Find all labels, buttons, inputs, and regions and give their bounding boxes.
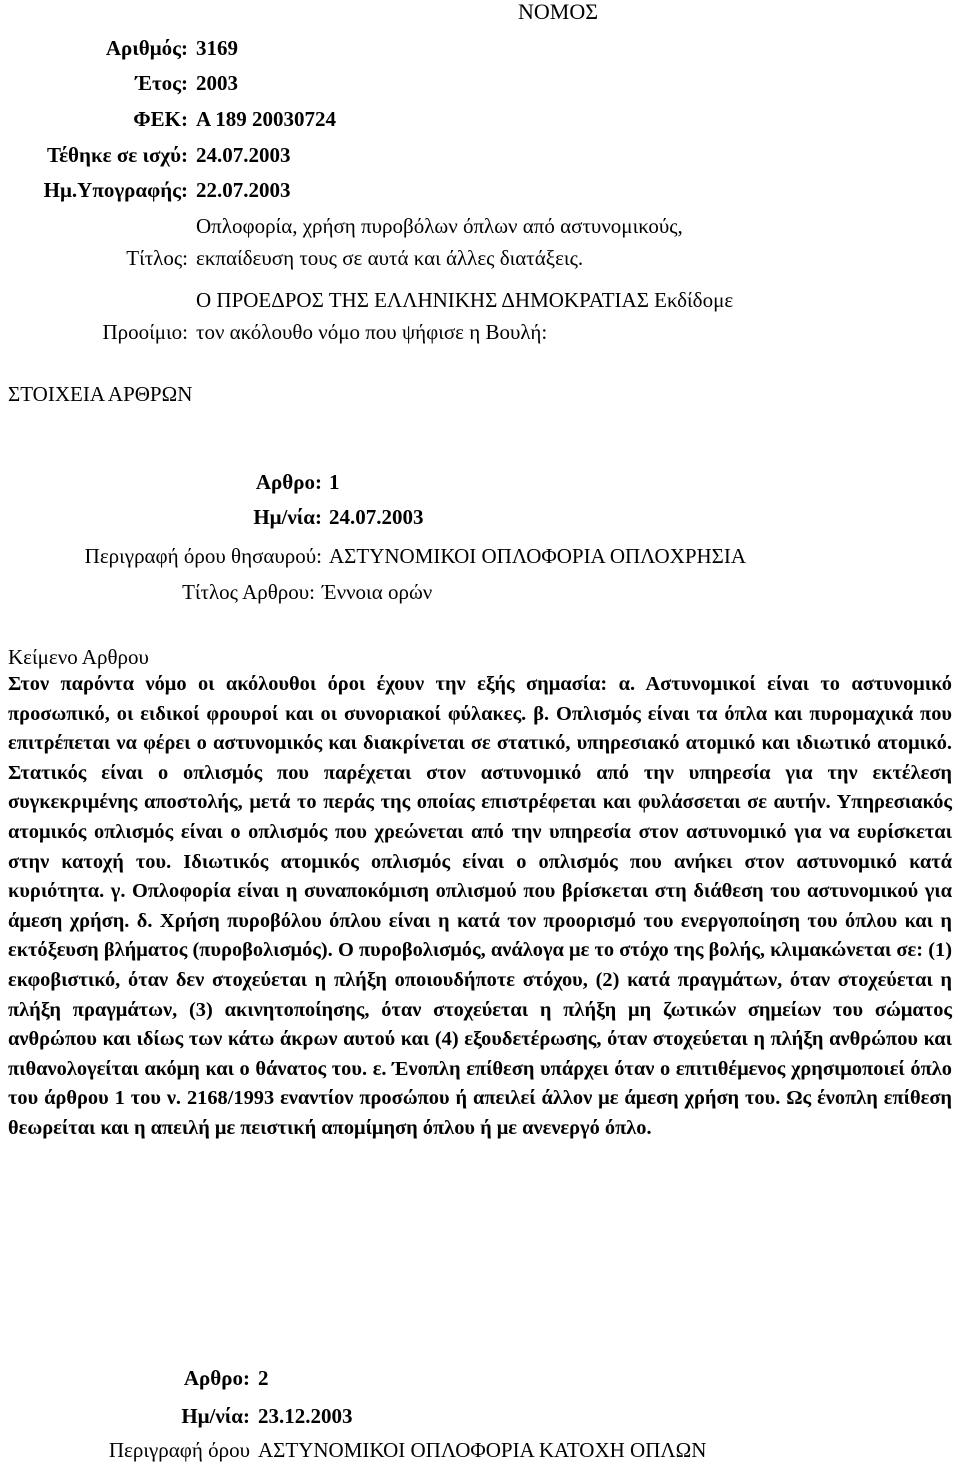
article-1-text-label: Κείμενο Αρθρου (8, 645, 149, 669)
article-1-number: 1 (329, 470, 340, 494)
article-1-thesaurus: ΑΣΤΥΝΟΜΙΚΟΙ ΟΠΛΟΦΟΡΙΑ ΟΠΛΟΧΡΗΣΙΑ (329, 544, 747, 568)
article-1-number-label: Αρθρο: (255, 470, 322, 494)
article-1-title-label: Τίτλος Αρθρου: (182, 580, 315, 604)
article-1-title: Έννοια ορών (322, 580, 433, 604)
law-title-label: Τίτλος: (126, 246, 188, 270)
effective-date: 24.07.2003 (196, 143, 291, 167)
section-heading: ΣΤΟΙΧΕΙΑ ΑΡΘΡΩΝ (8, 382, 193, 406)
document-type: ΝΟΜΟΣ (518, 0, 599, 24)
law-title-line-2: εκπαίδευση τους σε αυτά και άλλες διατάξεις. (196, 246, 584, 270)
article-1-thesaurus-label: Περιγραφή όρου θησαυρού: (84, 544, 322, 568)
effective-date-label: Τέθηκε σε ισχύ: (46, 143, 188, 167)
article-2-date-label: Ημ/νία: (181, 1404, 250, 1428)
article-1-date-label: Ημ/νία: (253, 505, 322, 529)
law-number: 3169 (196, 36, 238, 60)
preamble-label: Προοίμιο: (102, 320, 188, 344)
article-2-number-label: Αρθρο: (183, 1366, 250, 1390)
law-number-label: Αριθμός: (105, 36, 188, 60)
fek-label: ΦΕΚ: (133, 107, 188, 131)
law-year: 2003 (196, 71, 238, 95)
article-2-thesaurus-label: Περιγραφή όρου (108, 1438, 250, 1462)
signature-date-label: Ημ.Υπογραφής: (43, 178, 188, 202)
fek-value: A 189 20030724 (196, 107, 337, 131)
preamble-line-2: τον ακόλουθο νόμο που ψήφισε η Βουλή: (196, 320, 548, 344)
signature-date: 22.07.2003 (196, 178, 291, 202)
article-2-thesaurus: ΑΣΤΥΝΟΜΙΚΟΙ ΟΠΛΟΦΟΡΙΑ ΚΑΤΟΧΗ ΟΠΛΩΝ (258, 1438, 707, 1462)
article-2-date: 23.12.2003 (258, 1404, 353, 1428)
law-year-label: Έτος: (135, 71, 188, 95)
law-title-line-1: Οπλοφορία, χρήση πυροβόλων όπλων από αστυνομικούς, (196, 214, 683, 238)
article-1-date: 24.07.2003 (329, 505, 424, 529)
article-1-text: Στον παρόντα νόμο οι ακόλουθοι όροι έχουν την εξής σημασία: α. Αστυνομικοί είναι το αστυνομικό προσωπικό, οι ειδικοί φρουροί και οι συνοριακοί φύλακες. β. Οπλισμός είναι τα όπλα και πυρομαχικά που επιτρέπεται να φέρει ο αστυνομικός και διακρίνεται σε στατικό, υπηρεσιακό ατομικό και ιδιωτικό ατομικό. Στατικός είναι ο οπλισμός που παρέχεται στον αστυνομικό από την υπηρεσία για την εκτέλεση συγκεκριμένης αποστολής, μετά το περάς της οποίας επιστρέφεται και φυλάσσεται σε αυτήν. Υπηρεσιακός ατομικός οπλισμός είναι ο οπλισμός που χρεώνεται από την υπηρεσία στον αστυνομικό για να ευρίσκεται στην κατοχή του. Ιδιωτικός ατομικός οπλισμός είναι ο οπλισμός που ανήκει στον αστυνομικό κατά κυριότητα. γ. Οπλοφορία είναι η συναποκόμιση οπλισμού που βρίσκεται στη διάθεση του αστυνομικού για άμεση χρήση. δ. Χρήση πυροβόλου όπλου είναι η κατά τον προορισμό του ενεργοποίηση του όπλου και η εκτόξευση βλήματος (πυροβολισμός). Ο πυροβολισμός, ανάλογα με το στόχο της βολής, κλιμακώνεται σε: (1) εκφοβιστικό, όταν δεν στοχεύεται η πλήξη οποιουδήποτε στόχου, (2) κατά πραγμάτων, όταν στοχεύεται η πλήξη πραγμάτων, (3) ακινητοποίησης, όταν στοχεύεται η πλήξη μη ζωτικών σημείων του σώματος ανθρώπου και ιδίως των κάτω άκρων αυτού και (4) εξουδετέρωσης, όταν στοχεύεται η πλήξη ανθρώπου και πιθανολογείται ακόμη και ο θάνατος του. ε. Ένοπλη επίθεση υπάρχει όταν ο επιτιθέμενος χρησιμοποιεί όπλο του άρθρου 1 του ν. 2168/1993 εναντίον προσώπου ή απειλεί άλλον με άμεση χρήση του. Ως ένοπλη επίθεση θεωρείται και η απειλή με πειστική απομίμηση όπλου ή με ανενεργό όπλο. (8, 673, 952, 1139)
preamble-line-1: Ο ΠΡΟΕΔΡΟΣ ΤΗΣ ΕΛΛΗΝΙΚΗΣ ΔΗΜΟΚΡΑΤΙΑΣ Εκδίδομε (196, 288, 734, 312)
article-2-number: 2 (258, 1366, 269, 1390)
